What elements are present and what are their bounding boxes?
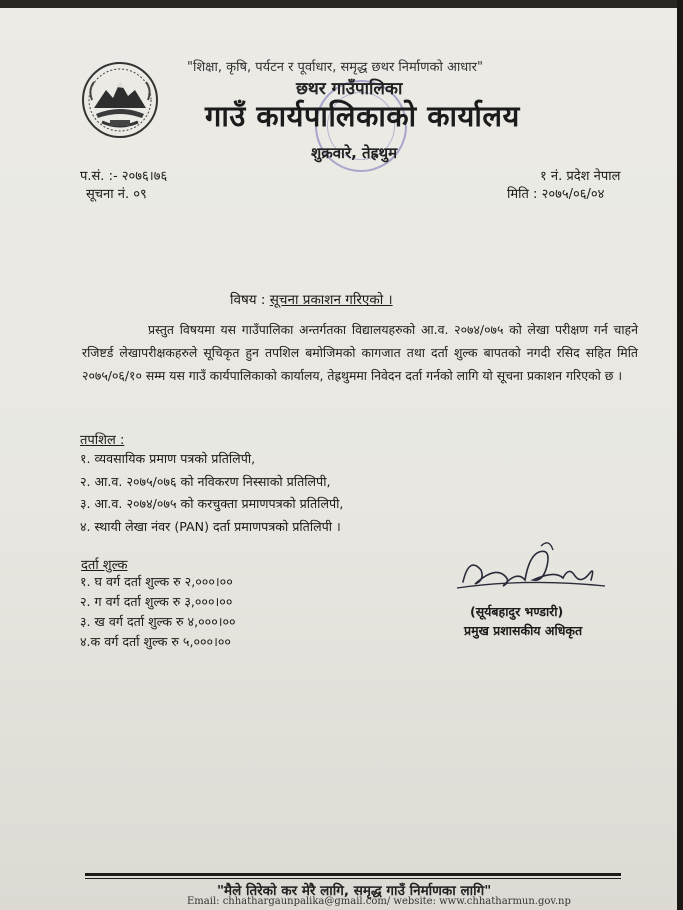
nepal-emblem-icon	[80, 60, 160, 140]
list-item: १. घ वर्ग दर्ता शुल्क रु २,०००।००	[80, 574, 233, 589]
list-item: १. व्यवसायिक प्रमाण पत्रको प्रतिलिपी,	[80, 451, 256, 466]
header-motto: "शिक्षा, कृषि, पर्यटन र पूर्वाधार, समृद्ध छथर निर्माणको आधार"	[187, 60, 483, 75]
list-item: ३. ख वर्ग दर्ता शुल्क रु ४,०००।००	[80, 614, 236, 629]
signatory-name: (सूर्यबहादुर भण्डारी)	[470, 604, 564, 619]
footer-divider	[85, 873, 621, 876]
list-item: ४. स्थायी लेखा नंवर (PAN) दर्ता प्रमाणपत्रको प्रतिलिपी ।	[80, 518, 341, 534]
details-list	[80, 450, 343, 540]
notice-number: सूचना नं. ०९	[86, 187, 147, 202]
subject-value: सूचना प्रकाशन गरिएको ।	[269, 292, 393, 308]
list-item: ३. आ.व. २०७४/०७५ को करचुक्ता प्रमाणपत्रको प्रतिलिपी,	[80, 496, 344, 511]
footer-divider	[85, 878, 621, 879]
office-title: गाउँ कार्यपालिकाको कार्यालय	[205, 99, 520, 133]
details-heading: तपशिल :	[80, 433, 125, 448]
province-label: १ नं. प्रदेश नेपाल	[540, 169, 621, 184]
list-item: २. आ.व. २०७५/०७६ को नविकरण निस्साको प्रतिलिपी,	[80, 473, 331, 489]
subject-label: विषय :	[230, 292, 266, 308]
page-top-edge	[0, 0, 683, 8]
letter-date: मिति : २०७५/०६/०४	[507, 187, 605, 202]
subject-line	[230, 290, 393, 308]
footer-contact: Email: chhathargaunpalika@gmail.com/ website: www.chhatharmun.gov.np	[187, 896, 571, 907]
footer-slogan: "मैले तिरेको कर मेरै लागि, समृद्ध गाउँ निर्माणका लागि"	[217, 883, 492, 899]
fees-list	[80, 573, 236, 653]
body-paragraph: प्रस्तुत विषयमा यस गाउँपालिका अन्तर्गतका विद्यालयहरुको आ.व. २०७४/०७५ को लेखा परीक्षण गर्न चाहने रजिष्टर्ड लेखापरीक्षकहरुले सूचिकृत हुन तपशिल बमोजिमको कागजात तथा दर्ता शुल्क बापतको नगदी रसिद सहित मिति २०७५/०६/१० सम्म यस गाउँ कार्यपालिकाको कार्यालय, तेह्रथुममा निवेदन दर्ता गर्नको लागि यो सूचना प्रकाशन गरिएको छ ।	[82, 322, 638, 383]
reference-number: प.सं. :- २०७६।७६	[80, 169, 168, 184]
handwritten-signature	[455, 536, 610, 600]
fees-heading: दर्ता शुल्क	[81, 558, 128, 573]
office-location: शुक्रवारे, तेह्रथुम	[311, 144, 398, 162]
list-item: २. ग वर्ग दर्ता शुल्क रु ३,०००।००	[80, 594, 233, 609]
municipality-name: छथर गाउँपालिका	[296, 79, 403, 99]
signatory-title: प्रमुख प्रशासकीय अधिकृत	[464, 623, 583, 638]
list-item: ४.क वर्ग दर्ता शुल्क रु ५,०००।००	[80, 634, 231, 649]
